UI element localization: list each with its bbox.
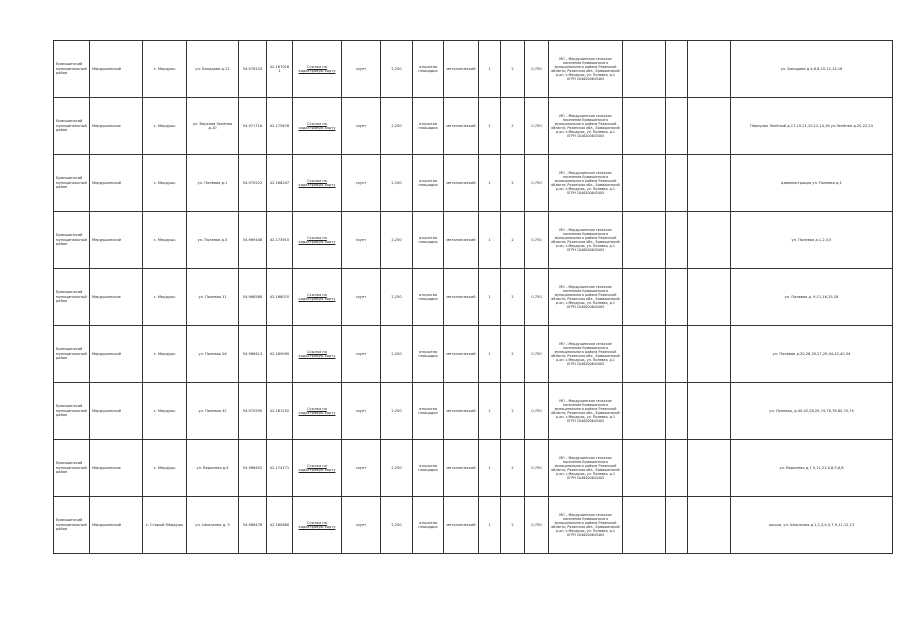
waste-sources-cell: ул. Полевая, д.40,42,28,29,74,76,78,80,70,74: [731, 383, 893, 440]
street-cell: ул. Полевая д.1: [187, 155, 239, 212]
district-cell: Ермишинский муниципальный район: [54, 41, 90, 98]
latitude-cell: 54.968588: [239, 269, 267, 326]
empty-cell: [688, 41, 731, 98]
village-cell: с. Мердушь: [143, 41, 187, 98]
table-row: [54, 440, 893, 497]
waste-sources-cell: ул. Веринная д.7,9,11,21,4,8,5,6,8: [731, 440, 893, 497]
cadastre-link[interactable]: Ссылка на кадастровую карту: [293, 497, 342, 554]
district-cell: Ермишинский муниципальный район: [54, 212, 90, 269]
planned-count-cell: 2: [501, 212, 525, 269]
latitude-cell: 54.969448: [239, 212, 267, 269]
empty-cell: [666, 383, 688, 440]
planned-count-cell: 2: [501, 326, 525, 383]
empty-cell: [623, 212, 666, 269]
latitude-cell: 54.970290: [239, 383, 267, 440]
planned-count-cell: 2: [501, 383, 525, 440]
volume-cell: 0,750: [525, 212, 549, 269]
village-cell: с. Мердушь: [143, 98, 187, 155]
site-kind-cell: открытая площадка: [413, 326, 444, 383]
longitude-cell: 42.168247: [267, 155, 293, 212]
district-cell: Ермишинский муниципальный район: [54, 155, 90, 212]
street-cell: ул. Полевая д.5: [187, 212, 239, 269]
empty-cell: [688, 383, 731, 440]
container-count-cell: 1: [479, 212, 501, 269]
container-type-cell: металлический: [444, 41, 479, 98]
site-kind-cell: открытая площадка: [413, 497, 444, 554]
settlement-cell: Мердушинское: [90, 98, 143, 155]
container-type-cell: металлический: [444, 326, 479, 383]
volume-cell: 0,750: [525, 155, 549, 212]
street-cell: ул. Полевая 11: [187, 269, 239, 326]
empty-cell: [666, 269, 688, 326]
surface-cell: грунт: [342, 212, 381, 269]
planned-count-cell: 2: [501, 98, 525, 155]
cadastre-link[interactable]: Ссылка на кадастровую карту: [293, 98, 342, 155]
container-type-cell: металлический: [444, 155, 479, 212]
area-cell: 2,250: [381, 155, 413, 212]
latitude-cell: 54.971716: [239, 98, 267, 155]
volume-cell: 0,750: [525, 269, 549, 326]
empty-cell: [666, 98, 688, 155]
longitude-cell: 42.1670181: [267, 41, 293, 98]
latitude-cell: 54.978103: [239, 41, 267, 98]
longitude-cell: 42.169090: [267, 326, 293, 383]
table-row: [54, 497, 893, 554]
waste-sources-cell: ул. Полевая д.20,26,30,27,29,44,42,40,34: [731, 326, 893, 383]
street-cell: ул. Школьная д. 3: [187, 497, 239, 554]
village-cell: с. Мердушь: [143, 212, 187, 269]
container-type-cell: металлический: [444, 98, 479, 155]
table-row: [54, 269, 893, 326]
container-type-cell: металлический: [444, 497, 479, 554]
waste-sources-cell: ул. Полевая д. 9,11,16,15,18: [731, 269, 893, 326]
owner-cell: МО – Мердушинское сельское поселение Ермишинского муниципального района Рязанской области, Рязанская обл., Ермишинский р-он, с.Мердушь, ул. Полевая, д.1 ОГРН 1046200643405: [549, 98, 623, 155]
settlement-cell: Мердушинский: [90, 497, 143, 554]
volume-cell: 0,750: [525, 383, 549, 440]
settlement-cell: Мердушинский: [90, 155, 143, 212]
owner-cell: МО – Мердушинское сельское поселение Ермишинского муниципального района Рязанской области, Рязанская обл., Ермишинский р-он, с.Мердушь, ул. Полевая, д.1 ОГРН 1046200643405: [549, 440, 623, 497]
street-cell: ул. Болодова д.12: [187, 41, 239, 98]
district-cell: Ермишинский муниципальный район: [54, 383, 90, 440]
owner-cell: МО – Мердушинское сельское поселение Ермишинского муниципального района Рязанской области, Рязанская обл., Ермишинский р-он, с.Мердушь, ул. Полевая, д.1 ОГРН 1046200643405: [549, 383, 623, 440]
empty-cell: [623, 155, 666, 212]
owner-cell: МО – Мердушинское сельское поселение Ермишинского муниципального района Рязанской области, Рязанская обл., Ермишинский р-он, с.Мердушь, ул. Полевая, д.1 ОГРН 1046200643405: [549, 155, 623, 212]
owner-cell: МО – Мердушинское сельское поселение Ермишинского муниципального района Рязанской области, Рязанская обл., Ермишинский р-он, с.Мердушь, ул. Полевая, д.1 ОГРН 1046200643405: [549, 41, 623, 98]
container-count-cell: 1: [479, 41, 501, 98]
empty-cell: [688, 440, 731, 497]
waste-sources-cell: администрация ул. Полевая д.1: [731, 155, 893, 212]
village-cell: с. Мердушь: [143, 440, 187, 497]
longitude-cell: 42.181252: [267, 383, 293, 440]
longitude-cell: 42.168070: [267, 269, 293, 326]
volume-cell: 0,750: [525, 41, 549, 98]
planned-count-cell: 2: [501, 155, 525, 212]
surface-cell: грунт: [342, 440, 381, 497]
surface-cell: грунт: [342, 41, 381, 98]
empty-cell: [623, 326, 666, 383]
site-kind-cell: открытая площадка: [413, 212, 444, 269]
waste-sources-cell: школа, ул. Школьная д.1,2,3,4,5,7,9,11,12,13: [731, 497, 893, 554]
volume-cell: 0,750: [525, 326, 549, 383]
table-row: [54, 212, 893, 269]
area-cell: 2,250: [381, 98, 413, 155]
volume-cell: 0,750: [525, 98, 549, 155]
latitude-cell: 54.968452: [239, 440, 267, 497]
site-kind-cell: открытая площадка: [413, 155, 444, 212]
cadastre-link[interactable]: Ссылка на кадастровую карту: [293, 440, 342, 497]
owner-cell: МО – Мердушинское сельское поселение Ермишинского муниципального района Рязанской области, Рязанская обл., Ермишинский р-он, с.Мердушь, ул. Полевая, д.1 ОГРН 1046200643405: [549, 269, 623, 326]
area-cell: 2,250: [381, 497, 413, 554]
site-kind-cell: открытая площадка: [413, 41, 444, 98]
settlement-cell: Мердушинское: [90, 440, 143, 497]
empty-cell: [623, 41, 666, 98]
cadastre-link[interactable]: Ссылка на кадастровую карту: [293, 155, 342, 212]
container-type-cell: металлический: [444, 383, 479, 440]
empty-cell: [623, 440, 666, 497]
settlement-cell: Мердушинский: [90, 383, 143, 440]
settlement-cell: Мердушинское: [90, 269, 143, 326]
surface-cell: грунт: [342, 326, 381, 383]
empty-cell: [623, 98, 666, 155]
cadastre-link[interactable]: Ссылка на кадастровую карту: [293, 383, 342, 440]
cadastre-link[interactable]: Ссылка на кадастровую карту: [293, 212, 342, 269]
area-cell: 2,250: [381, 326, 413, 383]
settlement-cell: Мердушинский: [90, 41, 143, 98]
waste-sources-cell: ул. Полевая д.1,2,3,5: [731, 212, 893, 269]
container-count-cell: 1: [479, 155, 501, 212]
area-cell: 2,250: [381, 383, 413, 440]
planned-count-cell: 2: [501, 269, 525, 326]
district-cell: Ермишинский муниципальный район: [54, 440, 90, 497]
owner-cell: МО – Мердушинское сельское поселение Ермишинского муниципального района Рязанской области, Рязанская обл., Ермишинский р-он, с.Мердушь, ул. Полевая, д.1 ОГРН 1046200643405: [549, 497, 623, 554]
village-cell: с. Мердушь: [143, 269, 187, 326]
surface-cell: грунт: [342, 383, 381, 440]
street-cell: ул. Полевая 26: [187, 326, 239, 383]
village-cell: с. Старый Мердушь: [143, 497, 187, 554]
village-cell: с. Мердушь: [143, 326, 187, 383]
longitude-cell: 42.175678: [267, 98, 293, 155]
empty-cell: [688, 212, 731, 269]
waste-sources-cell: Переулок Зелёный д.17,19,21,10,12,14,16 ул.Зелёная д.20,22,24: [731, 98, 893, 155]
longitude-cell: 42.174171: [267, 440, 293, 497]
empty-cell: [623, 269, 666, 326]
owner-cell: МО – Мердушинское сельское поселение Ермишинского муниципального района Рязанской области, Рязанская обл., Ермишинский р-он, с.Мердушь, ул. Полевая, д.1 ОГРН 1046200643405: [549, 212, 623, 269]
table-row: [54, 155, 893, 212]
cadastre-link[interactable]: Ссылка на кадастровую карту: [293, 269, 342, 326]
container-count-cell: 1: [479, 383, 501, 440]
area-cell: 2,250: [381, 440, 413, 497]
empty-cell: [623, 383, 666, 440]
container-type-cell: металлический: [444, 212, 479, 269]
site-kind-cell: открытая площадка: [413, 440, 444, 497]
empty-cell: [666, 326, 688, 383]
district-cell: Ермишинский муниципальный район: [54, 98, 90, 155]
empty-cell: [666, 155, 688, 212]
empty-cell: [688, 98, 731, 155]
table-row: [54, 326, 893, 383]
longitude-cell: 42.173910: [267, 212, 293, 269]
empty-cell: [666, 440, 688, 497]
volume-cell: 0,750: [525, 440, 549, 497]
latitude-cell: 54.970222: [239, 155, 267, 212]
cadastre-link[interactable]: Ссылка на кадастровую карту: [293, 41, 342, 98]
surface-cell: грунт: [342, 155, 381, 212]
waste-sources-cell: ул. Болодова д.4,6,8,10,12,14,16: [731, 41, 893, 98]
container-type-cell: металлический: [444, 269, 479, 326]
village-cell: с. Мердушь: [143, 155, 187, 212]
empty-cell: [666, 41, 688, 98]
container-count-cell: 1: [479, 326, 501, 383]
settlement-cell: Мердушинский: [90, 326, 143, 383]
district-cell: Ермишинский муниципальный район: [54, 269, 90, 326]
area-cell: 2,250: [381, 269, 413, 326]
planned-count-cell: 2: [501, 440, 525, 497]
latitude-cell: 54.986478: [239, 497, 267, 554]
surface-cell: грунт: [342, 98, 381, 155]
settlement-cell: Мердушинский: [90, 212, 143, 269]
street-cell: ул. Веринная д.4: [187, 440, 239, 497]
container-count-cell: 1: [479, 497, 501, 554]
surface-cell: грунт: [342, 497, 381, 554]
street-cell: ул. Полевая 42: [187, 383, 239, 440]
table-row: [54, 98, 893, 155]
empty-cell: [666, 212, 688, 269]
village-cell: с. Мердушь: [143, 383, 187, 440]
planned-count-cell: 2: [501, 41, 525, 98]
empty-cell: [688, 497, 731, 554]
latitude-cell: 54.968413: [239, 326, 267, 383]
surface-cell: грунт: [342, 269, 381, 326]
longitude-cell: 42.160680: [267, 497, 293, 554]
site-kind-cell: открытая площадка: [413, 269, 444, 326]
container-count-cell: 1: [479, 269, 501, 326]
container-count-cell: 1: [479, 98, 501, 155]
area-cell: 2,250: [381, 212, 413, 269]
table-row: [54, 41, 893, 98]
street-cell: ул. Верхняя Зелёная д.10: [187, 98, 239, 155]
site-kind-cell: открытая площадка: [413, 383, 444, 440]
empty-cell: [688, 326, 731, 383]
district-cell: Ермишинский муниципальный район: [54, 497, 90, 554]
container-count-cell: 1: [479, 440, 501, 497]
empty-cell: [623, 497, 666, 554]
site-kind-cell: открытая площадка: [413, 98, 444, 155]
register-table: [53, 40, 893, 554]
district-cell: Ермишинский муниципальный район: [54, 326, 90, 383]
volume-cell: 0,750: [525, 497, 549, 554]
empty-cell: [666, 497, 688, 554]
table-row: [54, 383, 893, 440]
owner-cell: МО – Мердушинское сельское поселение Ермишинского муниципального района Рязанской области, Рязанская обл., Ермишинский р-он, с.Мердушь, ул. Полевая, д.1 ОГРН 1046200643405: [549, 326, 623, 383]
empty-cell: [688, 155, 731, 212]
area-cell: 2,250: [381, 41, 413, 98]
container-type-cell: металлический: [444, 440, 479, 497]
cadastre-link[interactable]: Ссылка на кадастровую карту: [293, 326, 342, 383]
planned-count-cell: 2: [501, 497, 525, 554]
empty-cell: [688, 269, 731, 326]
